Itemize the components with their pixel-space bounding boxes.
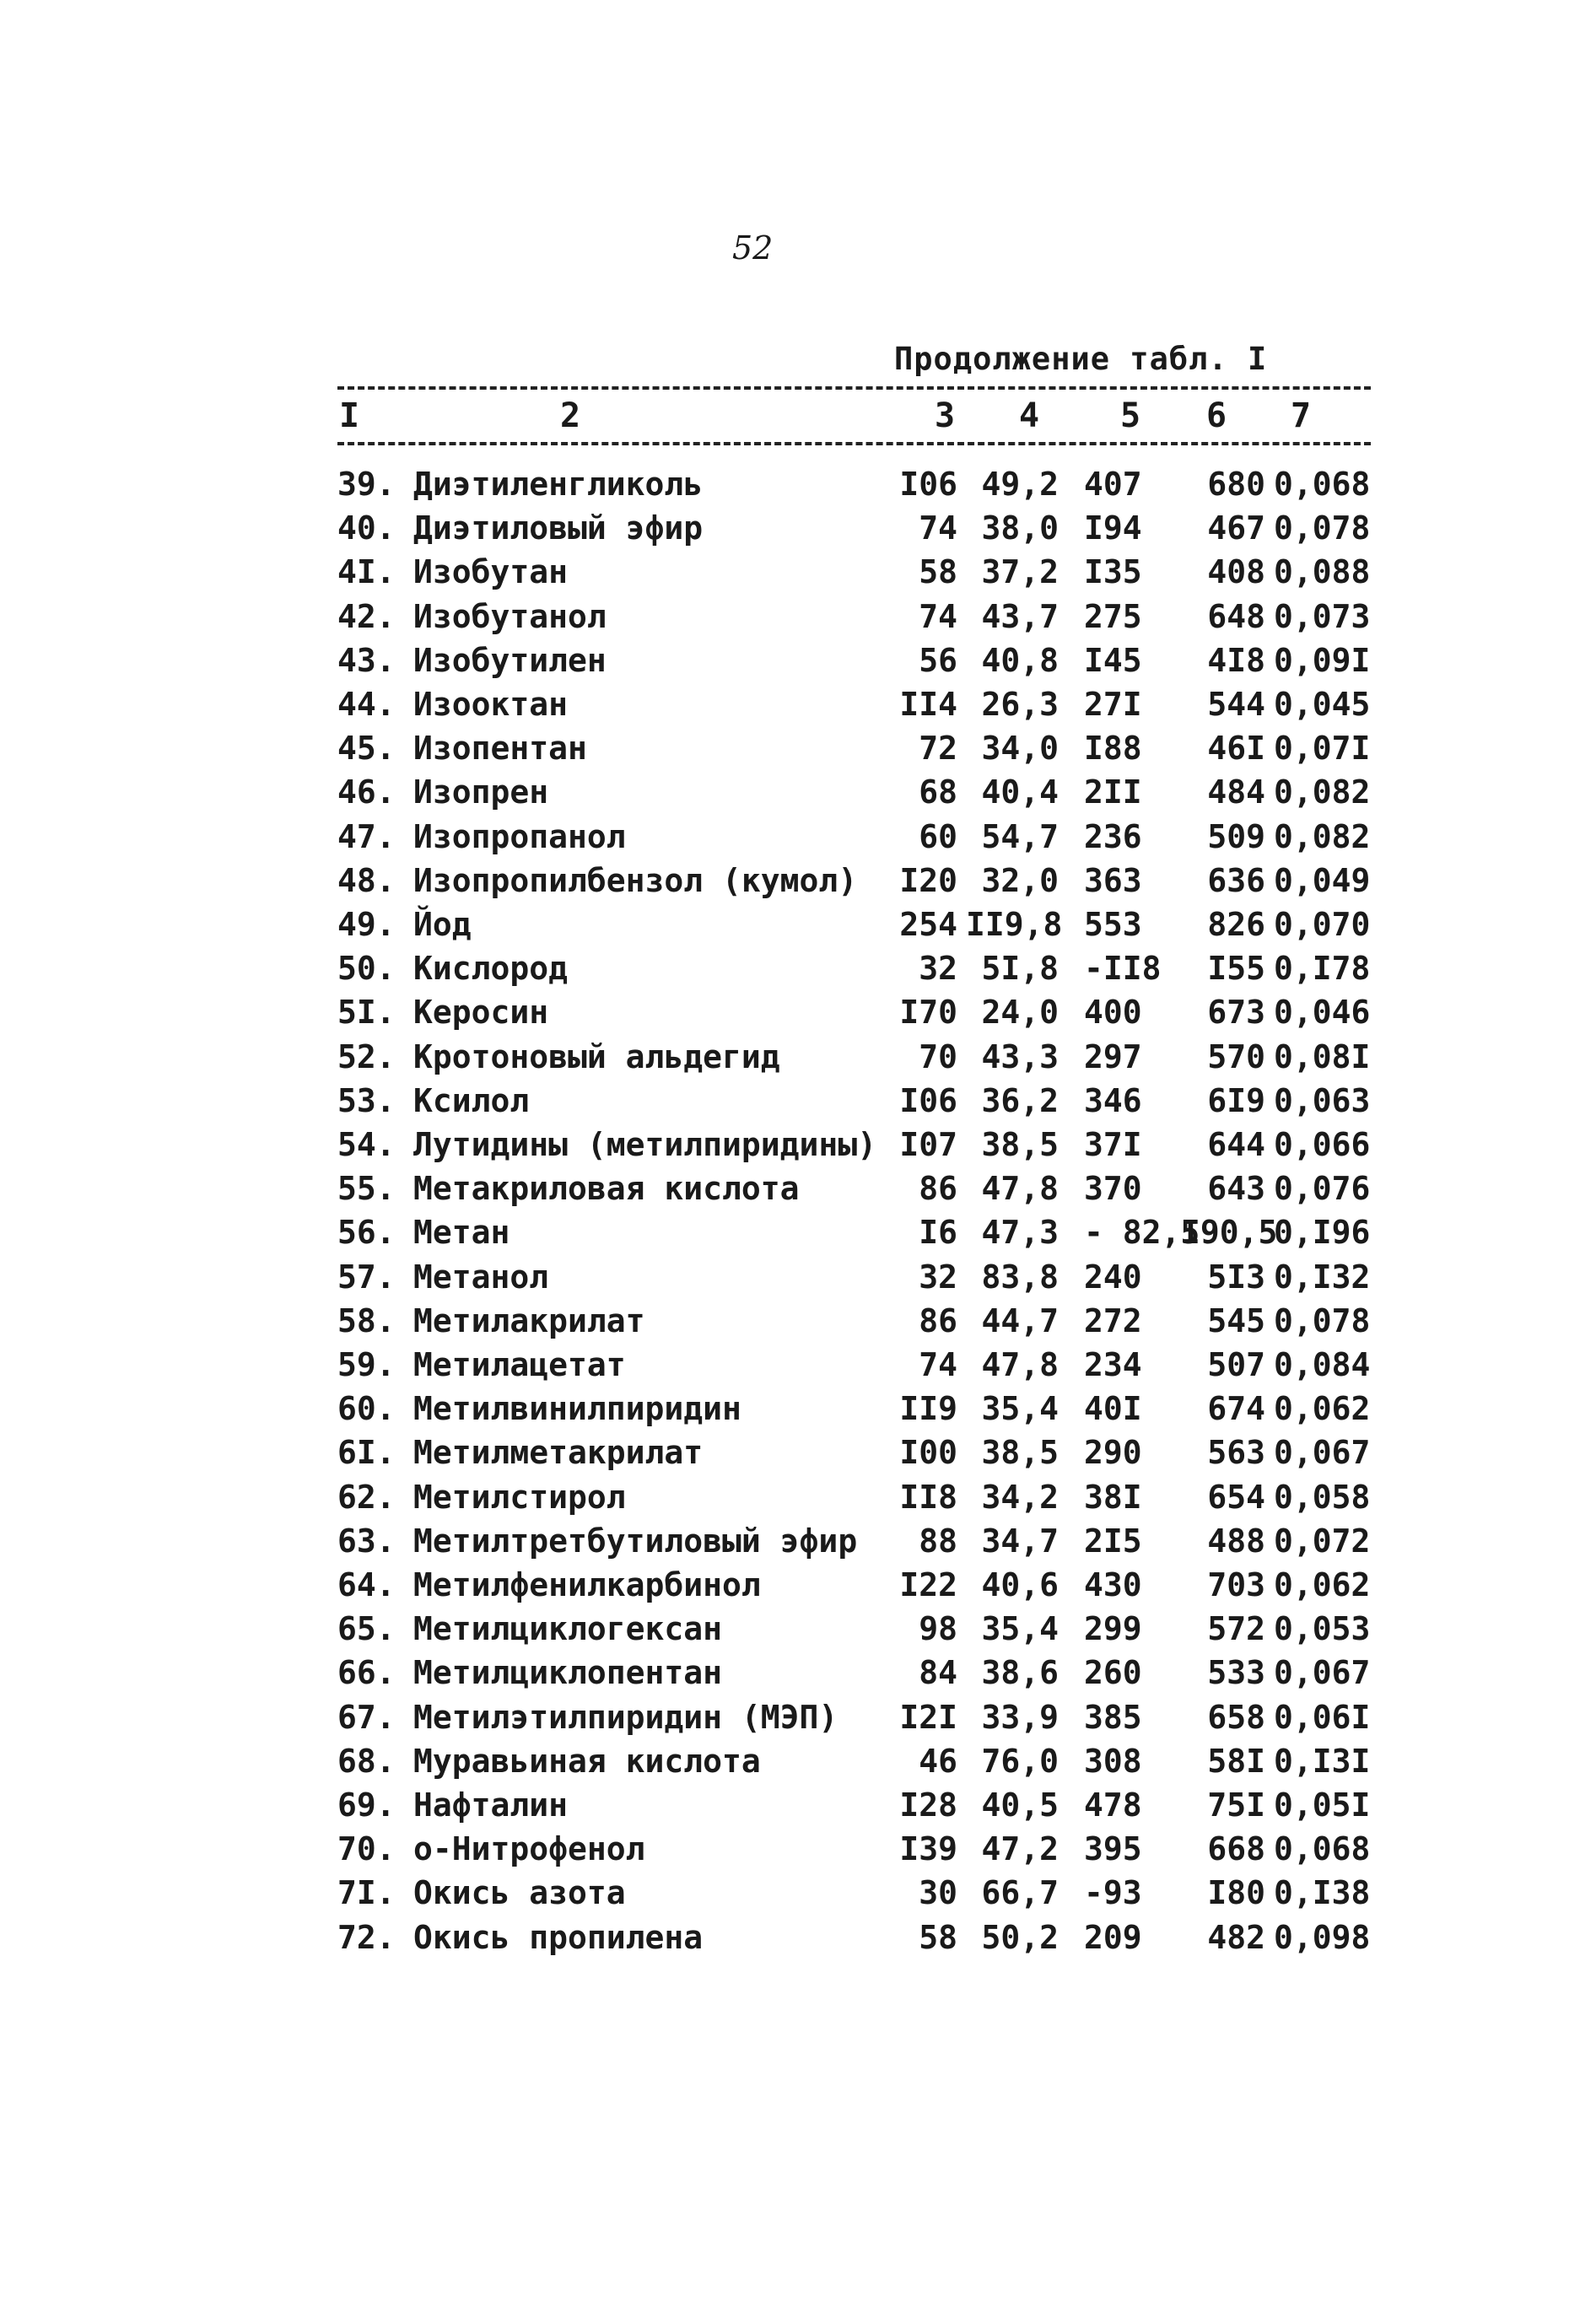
cell-col-5: -93 <box>1084 1874 1142 1911</box>
table-row <box>0 553 1596 597</box>
cell-col-6: 572 <box>1207 1610 1265 1647</box>
cell-col-6: 636 <box>1207 862 1265 899</box>
table-rule-bottom <box>337 442 1371 445</box>
column-header-2: 2 <box>560 396 581 435</box>
cell-col-6: I55 <box>1207 950 1265 987</box>
cell-col-3: 70 <box>919 1038 957 1075</box>
substance-name: Диэтиленгликоль <box>413 466 704 503</box>
cell-col-7: 0,078 <box>1274 1302 1371 1339</box>
substance-name: Метилакрилат <box>413 1302 645 1339</box>
row-number: 60. <box>337 1390 396 1427</box>
cell-col-5: 37I <box>1084 1126 1142 1163</box>
substance-name: Изобутанол <box>413 598 607 635</box>
cell-col-7: 0,05I <box>1274 1786 1371 1824</box>
cell-col-6: 467 <box>1207 509 1265 547</box>
cell-col-4: 40,6 <box>981 1566 1059 1603</box>
table-row <box>0 1302 1596 1346</box>
cell-col-4: 38,5 <box>981 1126 1059 1163</box>
cell-col-6: 75I <box>1207 1786 1265 1824</box>
row-number: 69. <box>337 1786 396 1824</box>
cell-col-7: 0,088 <box>1274 553 1371 590</box>
cell-col-4: 38,5 <box>981 1434 1059 1471</box>
cell-col-6: 658 <box>1207 1699 1265 1736</box>
cell-col-5: 38I <box>1084 1479 1142 1516</box>
cell-col-3: 58 <box>919 553 957 590</box>
table-row <box>0 466 1596 509</box>
cell-col-5: 370 <box>1084 1170 1142 1207</box>
cell-col-4: 38,6 <box>981 1654 1059 1691</box>
cell-col-5: I35 <box>1084 553 1142 590</box>
cell-col-6: 644 <box>1207 1126 1265 1163</box>
row-number: 45. <box>337 730 396 767</box>
table-row <box>0 1258 1596 1302</box>
cell-col-7: 0,084 <box>1274 1346 1371 1383</box>
cell-col-5: 297 <box>1084 1038 1142 1075</box>
cell-col-6: 46I <box>1207 730 1265 767</box>
cell-col-3: 32 <box>919 1258 957 1296</box>
table-row <box>0 1082 1596 1126</box>
cell-col-5: 272 <box>1084 1302 1142 1339</box>
table-row <box>0 642 1596 686</box>
cell-col-4: 49,2 <box>981 466 1059 503</box>
row-number: 5I. <box>337 994 396 1031</box>
cell-col-6: 674 <box>1207 1390 1265 1427</box>
substance-name: Керосин <box>413 994 549 1031</box>
cell-col-3: 30 <box>919 1874 957 1911</box>
cell-col-6: 58I <box>1207 1743 1265 1780</box>
row-number: 50. <box>337 950 396 987</box>
cell-col-7: 0,068 <box>1274 466 1371 503</box>
cell-col-7: 0,098 <box>1274 1919 1371 1956</box>
cell-col-6: I90,5 <box>1181 1214 1278 1251</box>
cell-col-4: 50,2 <box>981 1919 1059 1956</box>
cell-col-7: 0,078 <box>1274 509 1371 547</box>
cell-col-4: 5I,8 <box>981 950 1059 987</box>
table-row <box>0 509 1596 553</box>
cell-col-4: 76,0 <box>981 1743 1059 1780</box>
cell-col-5: 234 <box>1084 1346 1142 1383</box>
cell-col-7: 0,068 <box>1274 1830 1371 1867</box>
table-row <box>0 1346 1596 1390</box>
cell-col-5: I45 <box>1084 642 1142 679</box>
cell-col-7: 0,073 <box>1274 598 1371 635</box>
page-number: 52 <box>732 229 774 267</box>
column-header-3: 3 <box>935 396 956 435</box>
substance-name: Муравьиная кислота <box>413 1743 761 1780</box>
column-header-4: 4 <box>1019 396 1040 435</box>
row-number: 54. <box>337 1126 396 1163</box>
table-row <box>0 1830 1596 1874</box>
cell-col-7: 0,076 <box>1274 1170 1371 1207</box>
substance-name: Метилацетат <box>413 1346 626 1383</box>
cell-col-7: 0,066 <box>1274 1126 1371 1163</box>
column-header-7: 7 <box>1291 396 1312 435</box>
cell-col-5: 209 <box>1084 1919 1142 1956</box>
cell-col-3: 84 <box>919 1654 957 1691</box>
cell-col-5: 2I5 <box>1084 1522 1142 1560</box>
cell-col-4: 43,3 <box>981 1038 1059 1075</box>
cell-col-5: -II8 <box>1084 950 1162 987</box>
cell-col-4: 34,2 <box>981 1479 1059 1516</box>
cell-col-3: 58 <box>919 1919 957 1956</box>
cell-col-7: 0,082 <box>1274 773 1371 811</box>
cell-col-7: 0,06I <box>1274 1699 1371 1736</box>
cell-col-7: 0,063 <box>1274 1082 1371 1119</box>
table-row <box>0 686 1596 730</box>
cell-col-5: 240 <box>1084 1258 1142 1296</box>
cell-col-7: 0,I32 <box>1274 1258 1371 1296</box>
cell-col-4: 26,3 <box>981 686 1059 723</box>
row-number: 72. <box>337 1919 396 1956</box>
table-rule-top <box>337 386 1371 390</box>
substance-name: Метан <box>413 1214 510 1251</box>
cell-col-3: 32 <box>919 950 957 987</box>
cell-col-5: 2II <box>1084 773 1142 811</box>
cell-col-5: 299 <box>1084 1610 1142 1647</box>
substance-name: Лутидины (метилпиридины) <box>413 1126 877 1163</box>
row-number: 55. <box>337 1170 396 1207</box>
table-row <box>0 1522 1596 1566</box>
cell-col-5: 553 <box>1084 906 1142 943</box>
row-number: 66. <box>337 1654 396 1691</box>
cell-col-6: 668 <box>1207 1830 1265 1867</box>
cell-col-7: 0,I3I <box>1274 1743 1371 1780</box>
cell-col-7: 0,058 <box>1274 1479 1371 1516</box>
table-row <box>0 906 1596 950</box>
cell-col-6: 680 <box>1207 466 1265 503</box>
cell-col-5: I88 <box>1084 730 1142 767</box>
table-row <box>0 1699 1596 1743</box>
cell-col-5: 236 <box>1084 818 1142 855</box>
row-number: 49. <box>337 906 396 943</box>
row-number: 58. <box>337 1302 396 1339</box>
row-number: 57. <box>337 1258 396 1296</box>
cell-col-3: I06 <box>899 466 957 503</box>
table-caption: Продолжение табл. I <box>894 341 1268 377</box>
cell-col-6: 544 <box>1207 686 1265 723</box>
cell-col-3: 56 <box>919 642 957 679</box>
cell-col-4: II9,8 <box>966 906 1063 943</box>
row-number: 63. <box>337 1522 396 1560</box>
table-row <box>0 1214 1596 1258</box>
table-row <box>0 862 1596 906</box>
cell-col-6: 570 <box>1207 1038 1265 1075</box>
row-number: 4I. <box>337 553 396 590</box>
row-number: 48. <box>337 862 396 899</box>
cell-col-3: I2I <box>899 1699 957 1736</box>
row-number: 65. <box>337 1610 396 1647</box>
cell-col-4: 34,7 <box>981 1522 1059 1560</box>
cell-col-5: 308 <box>1084 1743 1142 1780</box>
substance-name: Окись азота <box>413 1874 626 1911</box>
cell-col-4: 24,0 <box>981 994 1059 1031</box>
column-header-1: I <box>339 396 360 435</box>
substance-name: Метанол <box>413 1258 549 1296</box>
cell-col-4: 32,0 <box>981 862 1059 899</box>
cell-col-6: 643 <box>1207 1170 1265 1207</box>
row-number: 47. <box>337 818 396 855</box>
cell-col-4: 40,5 <box>981 1786 1059 1824</box>
table-row <box>0 730 1596 773</box>
cell-col-4: 43,7 <box>981 598 1059 635</box>
cell-col-3: I22 <box>899 1566 957 1603</box>
cell-col-4: 37,2 <box>981 553 1059 590</box>
table-row <box>0 1038 1596 1082</box>
column-header-6: 6 <box>1206 396 1227 435</box>
cell-col-3: 72 <box>919 730 957 767</box>
row-number: 46. <box>337 773 396 811</box>
cell-col-6: I80 <box>1207 1874 1265 1911</box>
row-number: 62. <box>337 1479 396 1516</box>
substance-name: Метилэтилпиридин (МЭП) <box>413 1699 838 1736</box>
substance-name: Нафталин <box>413 1786 569 1824</box>
substance-name: Метилстирол <box>413 1479 626 1516</box>
cell-col-5: 290 <box>1084 1434 1142 1471</box>
cell-col-7: 0,07I <box>1274 730 1371 767</box>
cell-col-5: 275 <box>1084 598 1142 635</box>
cell-col-3: 98 <box>919 1610 957 1647</box>
substance-name: Метилциклогексан <box>413 1610 723 1647</box>
cell-col-3: II9 <box>899 1390 957 1427</box>
cell-col-6: 703 <box>1207 1566 1265 1603</box>
table-row <box>0 1170 1596 1214</box>
substance-name: Изопропанол <box>413 818 626 855</box>
cell-col-7: 0,067 <box>1274 1654 1371 1691</box>
cell-col-3: II4 <box>899 686 957 723</box>
cell-col-4: 33,9 <box>981 1699 1059 1736</box>
cell-col-6: 482 <box>1207 1919 1265 1956</box>
row-number: 39. <box>337 466 396 503</box>
cell-col-3: II8 <box>899 1479 957 1516</box>
cell-col-6: 545 <box>1207 1302 1265 1339</box>
substance-name: Изобутан <box>413 553 569 590</box>
cell-col-4: 40,8 <box>981 642 1059 679</box>
cell-col-3: I07 <box>899 1126 957 1163</box>
cell-col-5: 430 <box>1084 1566 1142 1603</box>
row-number: 68. <box>337 1743 396 1780</box>
cell-col-4: 38,0 <box>981 509 1059 547</box>
cell-col-3: I06 <box>899 1082 957 1119</box>
table-row <box>0 1390 1596 1434</box>
cell-col-4: 54,7 <box>981 818 1059 855</box>
cell-col-7: 0,046 <box>1274 994 1371 1031</box>
table-row <box>0 598 1596 642</box>
substance-name: Изопентан <box>413 730 587 767</box>
table-row <box>0 1743 1596 1786</box>
cell-col-7: 0,067 <box>1274 1434 1371 1471</box>
cell-col-3: I28 <box>899 1786 957 1824</box>
row-number: 67. <box>337 1699 396 1736</box>
cell-col-5: - 82,5 <box>1084 1214 1200 1251</box>
substance-name: Изопрен <box>413 773 549 811</box>
row-number: 42. <box>337 598 396 635</box>
cell-col-4: 34,0 <box>981 730 1059 767</box>
substance-name: Изооктан <box>413 686 569 723</box>
cell-col-6: 673 <box>1207 994 1265 1031</box>
cell-col-5: 400 <box>1084 994 1142 1031</box>
cell-col-6: 563 <box>1207 1434 1265 1471</box>
cell-col-3: 74 <box>919 598 957 635</box>
table-row <box>0 818 1596 862</box>
cell-col-7: 0,082 <box>1274 818 1371 855</box>
cell-col-3: I00 <box>899 1434 957 1471</box>
cell-col-6: 509 <box>1207 818 1265 855</box>
cell-col-4: 44,7 <box>981 1302 1059 1339</box>
cell-col-3: 74 <box>919 1346 957 1383</box>
row-number: 53. <box>337 1082 396 1119</box>
cell-col-4: 47,8 <box>981 1346 1059 1383</box>
cell-col-6: 654 <box>1207 1479 1265 1516</box>
table-row <box>0 1479 1596 1522</box>
row-number: 44. <box>337 686 396 723</box>
cell-col-3: 88 <box>919 1522 957 1560</box>
substance-name: Метилметакрилат <box>413 1434 704 1471</box>
substance-name: Изопропилбензол (кумол) <box>413 862 858 899</box>
substance-name: Окись пропилена <box>413 1919 704 1956</box>
cell-col-6: 4I8 <box>1207 642 1265 679</box>
row-number: 6I. <box>337 1434 396 1471</box>
substance-name: Метилвинилпиридин <box>413 1390 741 1427</box>
cell-col-5: 478 <box>1084 1786 1142 1824</box>
cell-col-7: 0,I78 <box>1274 950 1371 987</box>
cell-col-6: 533 <box>1207 1654 1265 1691</box>
cell-col-3: I6 <box>919 1214 957 1251</box>
cell-col-6: 826 <box>1207 906 1265 943</box>
table-row <box>0 994 1596 1037</box>
row-number: 59. <box>337 1346 396 1383</box>
table-row <box>0 1654 1596 1698</box>
cell-col-7: 0,070 <box>1274 906 1371 943</box>
table-row <box>0 1566 1596 1610</box>
cell-col-6: 6I9 <box>1207 1082 1265 1119</box>
cell-col-3: I39 <box>899 1830 957 1867</box>
cell-col-6: 408 <box>1207 553 1265 590</box>
cell-col-6: 488 <box>1207 1522 1265 1560</box>
cell-col-7: 0,072 <box>1274 1522 1371 1560</box>
cell-col-5: 407 <box>1084 466 1142 503</box>
cell-col-7: 0,I96 <box>1274 1214 1371 1251</box>
row-number: 40. <box>337 509 396 547</box>
cell-col-7: 0,053 <box>1274 1610 1371 1647</box>
cell-col-7: 0,09I <box>1274 642 1371 679</box>
table-row <box>0 1126 1596 1170</box>
cell-col-5: 40I <box>1084 1390 1142 1427</box>
cell-col-6: 484 <box>1207 773 1265 811</box>
cell-col-4: 47,8 <box>981 1170 1059 1207</box>
row-number: 70. <box>337 1830 396 1867</box>
table-row <box>0 950 1596 994</box>
cell-col-3: I70 <box>899 994 957 1031</box>
cell-col-6: 507 <box>1207 1346 1265 1383</box>
cell-col-5: 385 <box>1084 1699 1142 1736</box>
cell-col-3: 86 <box>919 1170 957 1207</box>
cell-col-5: 395 <box>1084 1830 1142 1867</box>
cell-col-7: 0,062 <box>1274 1390 1371 1427</box>
cell-col-3: 74 <box>919 509 957 547</box>
substance-name: Кислород <box>413 950 569 987</box>
column-header-5: 5 <box>1120 396 1141 435</box>
substance-name: Диэтиловый эфир <box>413 509 704 547</box>
cell-col-7: 0,I38 <box>1274 1874 1371 1911</box>
cell-col-4: 36,2 <box>981 1082 1059 1119</box>
substance-name: Изобутилен <box>413 642 607 679</box>
row-number: 52. <box>337 1038 396 1075</box>
table-row <box>0 1786 1596 1830</box>
cell-col-3: 46 <box>919 1743 957 1780</box>
table-row <box>0 1874 1596 1918</box>
table-row <box>0 1434 1596 1478</box>
substance-name: Метилциклопентан <box>413 1654 723 1691</box>
cell-col-5: 27I <box>1084 686 1142 723</box>
row-number: 7I. <box>337 1874 396 1911</box>
cell-col-7: 0,049 <box>1274 862 1371 899</box>
cell-col-4: 47,2 <box>981 1830 1059 1867</box>
cell-col-3: 254 <box>899 906 957 943</box>
cell-col-4: 83,8 <box>981 1258 1059 1296</box>
cell-col-7: 0,062 <box>1274 1566 1371 1603</box>
cell-col-4: 40,4 <box>981 773 1059 811</box>
table-row <box>0 773 1596 817</box>
cell-col-4: 35,4 <box>981 1390 1059 1427</box>
table-row <box>0 1610 1596 1654</box>
cell-col-5: 260 <box>1084 1654 1142 1691</box>
cell-col-3: 60 <box>919 818 957 855</box>
row-number: 64. <box>337 1566 396 1603</box>
substance-name: Метакриловая кислота <box>413 1170 800 1207</box>
cell-col-5: I94 <box>1084 509 1142 547</box>
table-row <box>0 1919 1596 1963</box>
cell-col-3: 68 <box>919 773 957 811</box>
substance-name: Йод <box>413 906 472 943</box>
substance-name: Кротоновый альдегид <box>413 1038 780 1075</box>
substance-name: о-Нитрофенол <box>413 1830 645 1867</box>
cell-col-5: 363 <box>1084 862 1142 899</box>
cell-col-3: I20 <box>899 862 957 899</box>
cell-col-4: 66,7 <box>981 1874 1059 1911</box>
cell-col-6: 5I3 <box>1207 1258 1265 1296</box>
cell-col-7: 0,08I <box>1274 1038 1371 1075</box>
cell-col-6: 648 <box>1207 598 1265 635</box>
cell-col-7: 0,045 <box>1274 686 1371 723</box>
row-number: 56. <box>337 1214 396 1251</box>
substance-name: Метилфенилкарбинол <box>413 1566 761 1603</box>
cell-col-3: 86 <box>919 1302 957 1339</box>
cell-col-4: 47,3 <box>981 1214 1059 1251</box>
row-number: 43. <box>337 642 396 679</box>
substance-name: Метилтретбутиловый эфир <box>413 1522 858 1560</box>
substance-name: Ксилол <box>413 1082 530 1119</box>
cell-col-4: 35,4 <box>981 1610 1059 1647</box>
cell-col-5: 346 <box>1084 1082 1142 1119</box>
